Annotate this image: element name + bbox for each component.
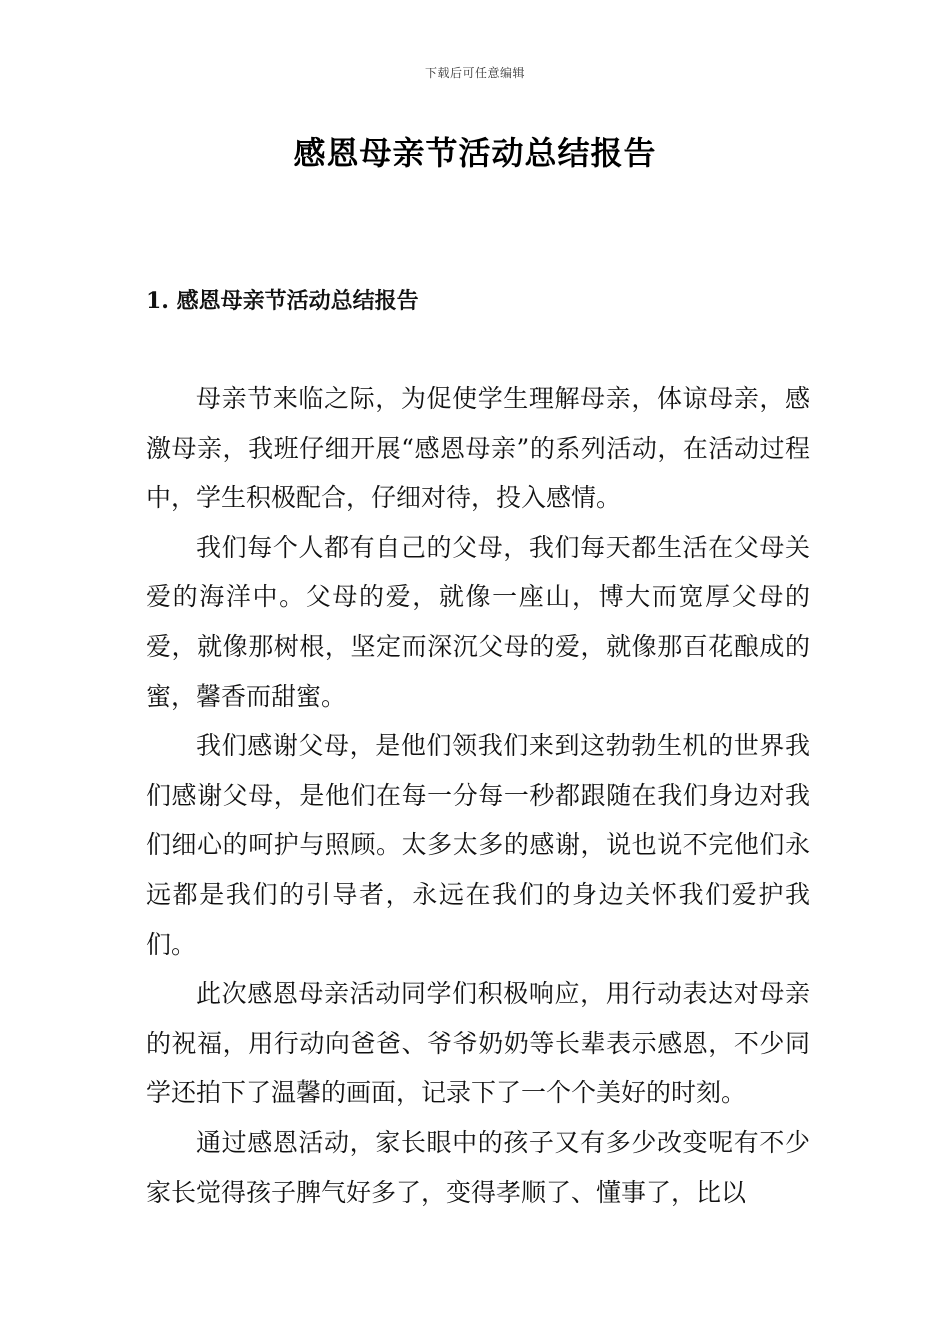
paragraph-5: 通过感恩活动，家长眼中的孩子又有多少改变呢有不少家长觉得孩子脾气好多了，变得孝顺了、懂事了，比以 (146, 1127, 810, 1207)
document-body (146, 374, 810, 1217)
paragraph-1: 母亲节来临之际，为促使学生理解母亲，体谅母亲，感激母亲，我班仔细开展“感恩母亲”的系列活动，在活动过程中，学生积极配合，仔细对待，投入感情。 (146, 384, 810, 513)
paragraph-4: 此次感恩母亲活动同学们积极响应，用行动表达对母亲的祝福，用行动向爸爸、爷爷奶奶等长辈表示感恩，不少同学还拍下了温馨的画面，记录下了一个个美好的时刻。 (146, 979, 810, 1108)
paragraph-2: 我们每个人都有自己的父母，我们每天都生活在父母关爱的海洋中。父母的爱，就像一座山，博大而宽厚父母的爱，就像那树根，坚定而深沉父母的爱，就像那百花酿成的蜜，馨香而甜蜜。 (146, 532, 810, 711)
document-title: 感恩母亲节活动总结报告 (293, 134, 657, 172)
header-note: 下载后可任意编辑 (424, 66, 525, 80)
section-heading: 1. 感恩母亲节活动总结报告 (146, 288, 419, 314)
paragraph-3: 我们感谢父母，是他们领我们来到这勃勃生机的世界我们感谢父母，是他们在每一分每一秒都跟随在我们身边对我们细心的呵护与照顾。太多太多的感谢，说也说不完他们永远都是我们的引导者，永远在我们的身边关怀我们爱护我们。 (146, 731, 810, 959)
